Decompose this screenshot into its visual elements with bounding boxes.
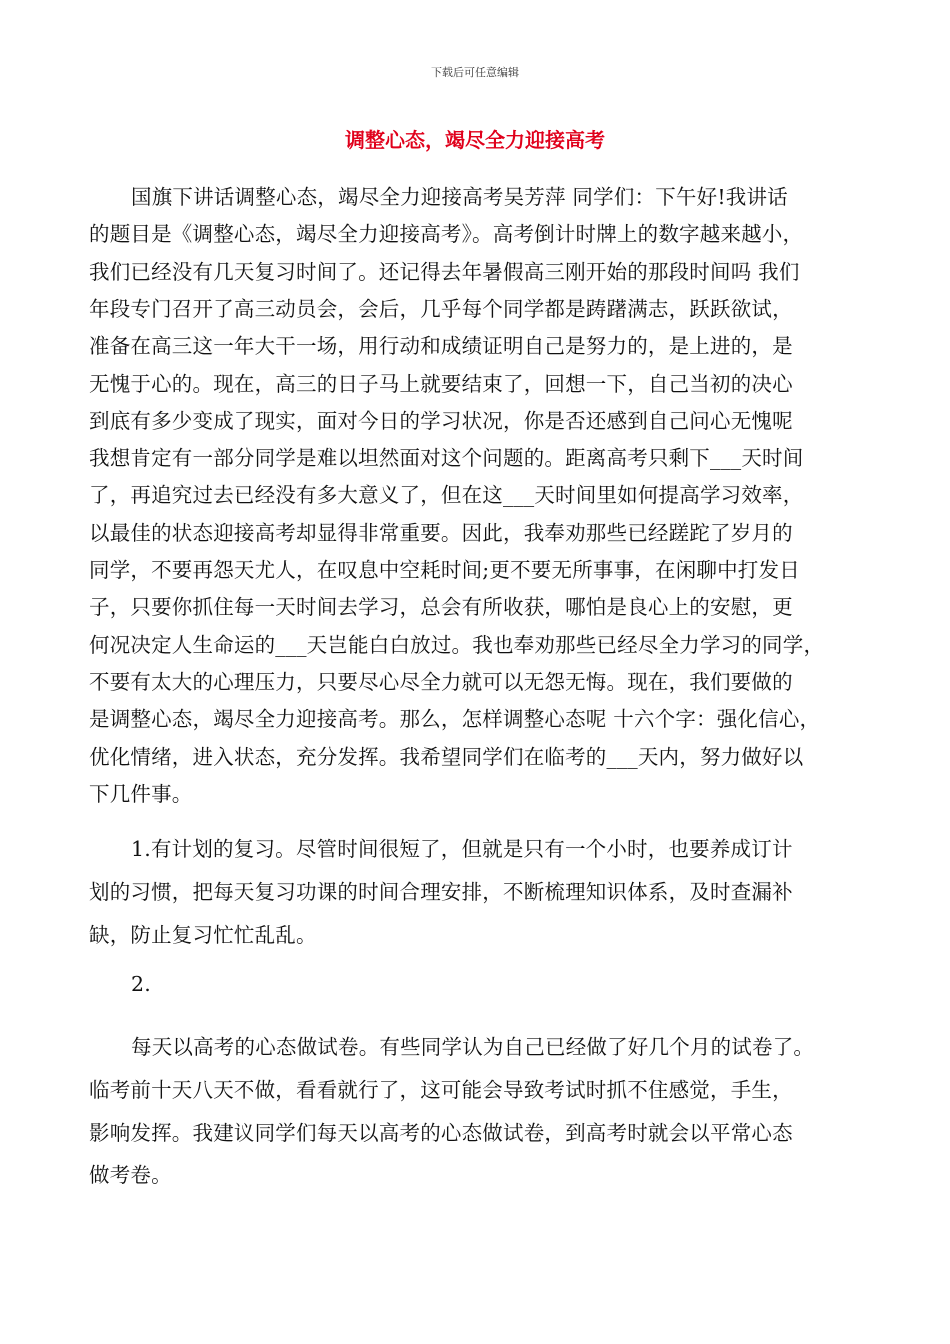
paragraph-line: 了，再追究过去已经没有多大意义了，但在这___天时间里如何提高学习效率， xyxy=(89,483,804,508)
paragraph-line: 不要有太大的心理压力，只要尽心尽全力就可以无怨无悔。现在，我们要做的 xyxy=(89,669,793,694)
paragraph-line: 无愧于心的。现在，高三的日子马上就要结束了，回想一下，自己当初的决心 xyxy=(89,371,793,396)
paragraph-line: 到底有多少变成了现实，面对今日的学习状况，你是否还感到自己问心无愧呢 xyxy=(89,408,793,433)
paragraph-line: 划的习惯，把每天复习功课的时间合理安排，不断梳理知识体系，及时查漏补 xyxy=(89,879,793,904)
paragraph-line: 准备在高三这一年大干一场，用行动和成绩证明自己是努力的，是上进的，是 xyxy=(89,334,793,359)
header-note: 下载后可任意编辑 xyxy=(431,66,519,79)
paragraph-line: 1.有计划的复习。尽管时间很短了，但就是只有一个小时，也要养成订计 xyxy=(131,837,793,861)
paragraph-line: 何况决定人生命运的___天岂能白白放过。我也奉劝那些已经尽全力学习的同学， xyxy=(89,632,825,657)
paragraph-line: 国旗下讲话调整心态，竭尽全力迎接高考吴芳萍 同学们：下午好!我讲话 xyxy=(131,185,788,209)
paragraph-line: 子，只要你抓住每一天时间去学习，总会有所收获，哪怕是良心上的安慰，更 xyxy=(89,595,793,620)
paragraph-line: 每天以高考的心态做试卷。有些同学认为自己已经做了好几个月的试卷了。 xyxy=(131,1035,815,1059)
paragraph-line: 影响发挥。我建议同学们每天以高考的心态做试卷，到高考时就会以平常心态 xyxy=(89,1120,793,1145)
paragraph-line: 年段专门召开了高三动员会，会后，几乎每个同学都是踌躇满志，跃跃欲试， xyxy=(89,296,793,321)
paragraph-line: 是调整心态，竭尽全力迎接高考。那么，怎样调整心态呢 十六个字：强化信心， xyxy=(89,707,821,732)
paragraph-line: 优化情绪，进入状态，充分发挥。我希望同学们在临考的___天内，努力做好以 xyxy=(89,744,804,769)
paragraph-line: 同学，不要再怨天尤人，在叹息中空耗时间;更不要无所事事，在闲聊中打发日 xyxy=(89,558,800,582)
paragraph-line: 做考卷。 xyxy=(89,1163,172,1188)
paragraph-line: 临考前十天八天不做，看看就行了，这可能会导致考试时抓不住感觉，手生， xyxy=(89,1077,793,1102)
paragraph-line: 的题目是《调整心态，竭尽全力迎接高考》。高考倒计时牌上的数字越来越小， xyxy=(89,222,804,247)
paragraph-line: 2. xyxy=(131,972,151,996)
paragraph-line: 我们已经没有几天复习时间了。还记得去年暑假高三刚开始的那段时间吗 我们 xyxy=(89,259,800,284)
paragraph-line: 下几件事。 xyxy=(89,781,193,806)
paragraph-line: 缺，防止复习忙忙乱乱。 xyxy=(89,922,317,947)
paragraph-line: 以最佳的状态迎接高考却显得非常重要。因此，我奉劝那些已经蹉跎了岁月的 xyxy=(89,520,793,545)
page-title: 调整心态，竭尽全力迎接高考 xyxy=(345,128,605,152)
paragraph-line: 我想肯定有一部分同学是难以坦然面对这个问题的。距离高考只剩下___天时间 xyxy=(89,446,804,471)
